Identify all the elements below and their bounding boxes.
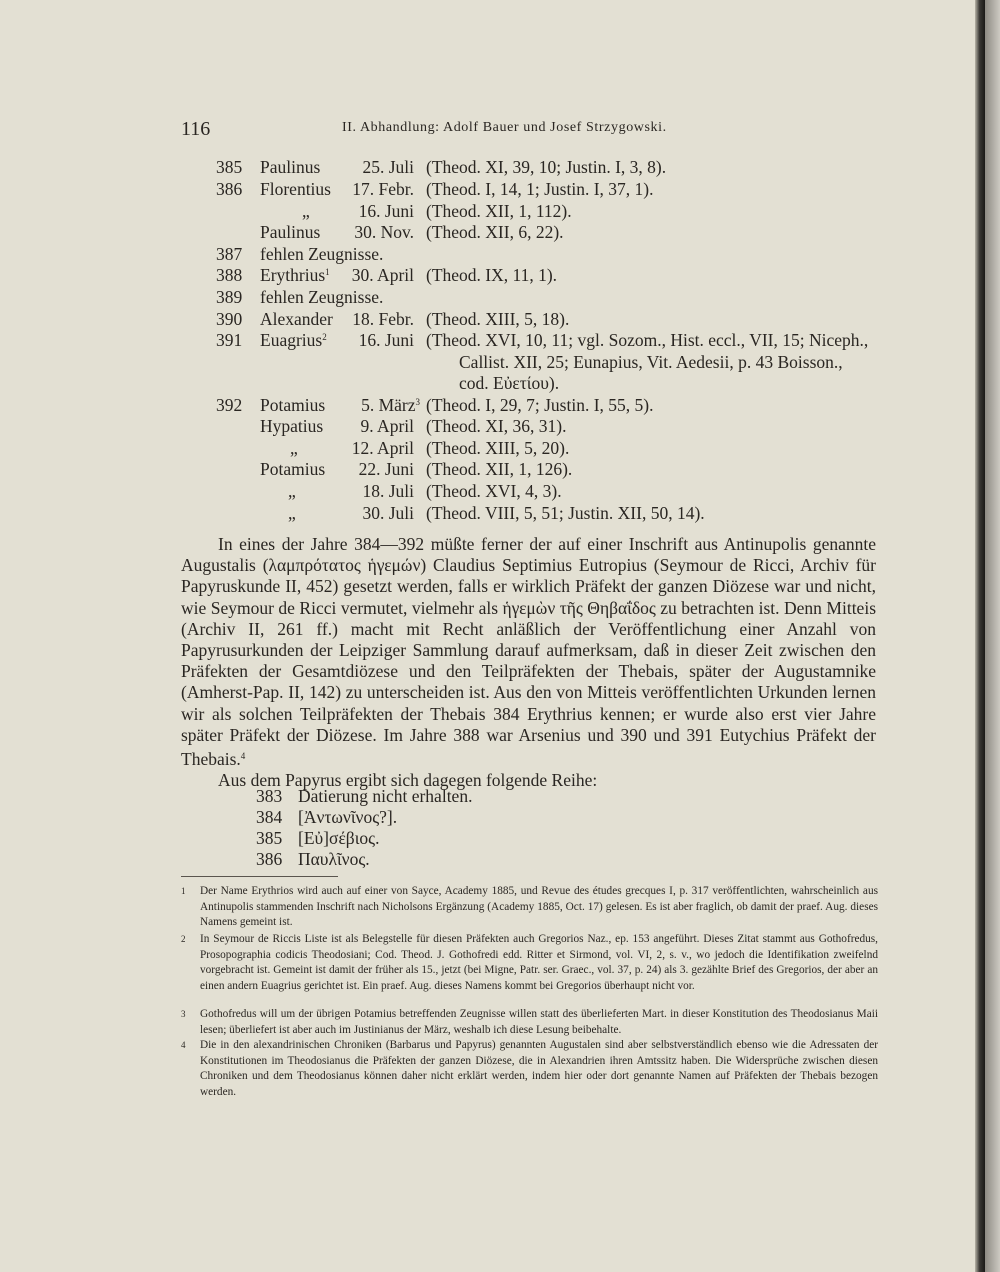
date: 9. April: [360, 416, 414, 436]
year: 387: [216, 244, 243, 264]
list-item: [0, 416, 975, 438]
year: 384: [256, 807, 283, 827]
footnote-text: Der Name Erythrios wird auch auf einer von Sayce, Academy 1885, und Revue des études grecques I, p. 317 veröffentlichten, wahrscheinlich aus Antinupolis stammenden Inschrift nach Nicholsons Ergänzung (Academy 1885, Oct. 17) gelesen. Es ist aber fraglich, ob damit der praef. Aug. dieses Namens gemeint ist.: [200, 885, 878, 928]
prefect-name: Datierung nicht erhalten.: [298, 786, 473, 806]
source-citation: (Theod. XIII, 5, 18).: [426, 309, 570, 329]
list-item: [0, 244, 975, 266]
prefect-name: Paulinus: [260, 157, 321, 177]
date: 30. Juli: [362, 503, 414, 523]
footnote-text: Die in den alexandrinischen Chroniken (Barbarus und Papyrus) genannten Augustalen sind aber selbstverständlich ebenso wie die Adressaten der Konstitutionen im Theodosianus die Präfekten der ganzen Diözese, die in Alexandrien ihren Amtssitz haben. Die Widersprüche zwischen diesen Chroniken und dem Theodosianus können daher nicht erklärt werden, indem hier oder dort genannte Namen auf Präfekten der Thebais bezogen werden.: [200, 1039, 878, 1098]
year: 391: [216, 330, 243, 350]
book-edge-shadow: [975, 0, 985, 1272]
page-number: 116: [181, 118, 211, 140]
date: 5. März$^3$: [361, 395, 420, 415]
source-citation-continued: cod. Εὐετίου).: [459, 373, 560, 393]
year: 385: [216, 157, 243, 177]
list-item: [0, 179, 975, 201]
scan-margin: [985, 0, 1000, 1272]
footnote-ref: 2: [322, 332, 327, 342]
footnote-ref: 1: [325, 267, 330, 277]
paragraph: Aus dem Papyrus ergibt sich dagegen folgende Reihe:: [218, 770, 598, 791]
ditto-mark: „: [288, 481, 296, 501]
prefect-name: [Ἀντωνῖνος?].: [298, 807, 398, 827]
source-citation: (Theod. XII, 1, 126).: [426, 459, 573, 479]
prefect-name: fehlen Zeugnisse.: [260, 287, 384, 307]
list-item: [0, 157, 975, 179]
footnote: [181, 1038, 878, 1100]
source-citation: (Theod. XIII, 5, 20).: [426, 438, 570, 458]
footnote-ref: 3: [415, 397, 420, 407]
year: 386: [256, 849, 283, 869]
footnote: [181, 932, 878, 994]
footnote-mark: 3: [181, 1009, 186, 1019]
date: 25. Juli: [362, 157, 414, 177]
footnote: [181, 884, 878, 931]
list-item: [0, 265, 975, 287]
prefect-name: fehlen Zeugnisse.: [260, 244, 384, 264]
source-citation: (Theod. XVI, 4, 3).: [426, 481, 562, 501]
source-citation: (Theod. XII, 1, 112).: [426, 201, 572, 221]
footnote: [181, 1007, 878, 1038]
list-item: [0, 481, 975, 503]
list-item: [0, 201, 975, 223]
date: 16. Juni: [358, 201, 414, 221]
ditto-mark: „: [290, 438, 298, 458]
source-citation-continued: Callist. XII, 25; Eunapius, Vit. Aedesii, p. 43 Boisson.,: [459, 352, 843, 372]
prefect-name: Potamius: [260, 459, 326, 479]
date: 18. Juli: [362, 481, 414, 501]
year: 388: [216, 265, 243, 285]
footnote-text: In Seymour de Riccis Liste ist als Belegstelle für diesen Präfekten auch Gregorios Naz., ep. 153 angeführt. Dieses Zitat stammt aus Gothofredus, Prosopographia codicis Theodosiani; Cod. Theod. J. Gothofredi edd. Ritter et Sirmond, vol. VI, 2, s. v., wo jedoch die Identifikation zweifelnd vorgebracht ist. Gemeint ist damit der früher als 15., jetzt (bei Migne, Patr. ser. Graec., vol. 37, p. 24) als 3. gezählte Brief des Gregorios, der aber an einen andern Euagrius gerichtet ist. Ein praef. Aug. dieses Namens kommt bei Gregorios überhaupt nicht vor.: [200, 933, 878, 992]
footnote-ref: 4: [240, 751, 246, 762]
list-item: [0, 287, 975, 309]
paragraph: In eines der Jahre 384—392 müßte ferner der auf einer Inschrift aus Antinupolis genannte Augustalis (λαμπρότατος ἡγεμών) Claudius Septimius Eutropius (Seymour de Ricci, Archiv für Papyruskunde II, 452) gesetzt werden, falls er wirklich Präfekt der ganzen Diözese war und nicht, wie Seymour de Ricci vermutet, vielmehr als ἡγεμὼν τῆς Θηβαΐδος zu betrachten ist. Denn Mitteis (Archiv II, 261 ff.) macht mit Recht anläßlich der Veröffentlichung einer Anzahl von Papyrusurkunden der Leipziger Sammlung darauf aufmerksam, daß in dieser Zeit zwischen den Präfekten der Gesamtdiözese und den Teilpräfekten der Thebais, später der Augustamnike (Amherst-Pap. II, 142) zu unterscheiden ist. Aus den von Mitteis veröffentlichten Urkunden lernen wir als solchen Teilpräfekten der Thebais 384 Erythrius kennen; er wurde also erst vier Jahre später Präfekt der Diözese. Im Jahre 388 war Arsenius und 390 und 391 Eutychius Präfekt der Thebais.$^4$: [181, 534, 876, 770]
prefect-name: Paulinus: [260, 222, 321, 242]
prefect-name: Florentius: [260, 179, 331, 199]
source-citation: (Theod. IX, 11, 1).: [426, 265, 558, 285]
ditto-mark: „: [302, 201, 310, 221]
list-item: [0, 503, 975, 525]
footnote-mark: 2: [181, 934, 186, 944]
running-title: II. Abhandlung: Adolf Bauer und Josef Strzygowski.: [342, 120, 667, 135]
date: 17. Febr.: [352, 179, 414, 199]
date: 30. April: [351, 265, 414, 285]
footnote-mark: 4: [181, 1040, 186, 1050]
date: 22. Juni: [358, 459, 414, 479]
year: 385: [256, 828, 283, 848]
source-citation: (Theod. XVI, 10, 11; vgl. Sozom., Hist. eccl., VII, 15; Niceph.,: [426, 330, 869, 350]
year: 383: [256, 786, 283, 806]
date: 16. Juni: [358, 330, 414, 350]
source-citation: (Theod. VIII, 5, 51; Justin. XII, 50, 14).: [426, 503, 705, 523]
source-citation: (Theod. I, 14, 1; Justin. I, 37, 1).: [426, 179, 654, 199]
source-citation: (Theod. I, 29, 7; Justin. I, 55, 5).: [426, 395, 654, 415]
footnote-divider: [181, 876, 338, 877]
ditto-mark: „: [288, 503, 296, 523]
source-citation: (Theod. XI, 39, 10; Justin. I, 3, 8).: [426, 157, 667, 177]
year: 392: [216, 395, 243, 415]
year: 389: [216, 287, 243, 307]
list-item: [0, 330, 975, 352]
list-item: [0, 222, 975, 244]
prefect-name: [Εὐ]σέβιος.: [298, 828, 380, 848]
footnote-mark: 1: [181, 886, 186, 896]
prefect-name: Alexander: [260, 309, 333, 329]
prefect-name: Potamius: [260, 395, 326, 415]
body-text: [181, 534, 876, 791]
list-item: [0, 309, 975, 331]
prefect-name: Παυλῖνος.: [298, 849, 370, 869]
list-item: [0, 395, 975, 417]
list-item: [0, 459, 975, 481]
source-citation: (Theod. XII, 6, 22).: [426, 222, 564, 242]
prefect-name: Hypatius: [260, 416, 324, 436]
footnote-text: Gothofredus will um der übrigen Potamius betreffenden Zeugnisse willen statt des überlieferten Mart. in dieser Konstitution des Theodosianus Maii lesen; überliefert ist aber auch im Justinianus der März, weshalb ich diese Lesung beibehalte.: [200, 1008, 878, 1036]
year: 390: [216, 309, 243, 329]
date: 30. Nov.: [354, 222, 414, 242]
source-citation: (Theod. XI, 36, 31).: [426, 416, 567, 436]
list-item: [0, 438, 975, 460]
prefect-name: Euagrius$^2$: [260, 330, 327, 350]
year: 386: [216, 179, 243, 199]
date: 18. Febr.: [352, 309, 414, 329]
date: 12. April: [351, 438, 414, 458]
prefect-name: Erythrius$^1$: [260, 265, 330, 285]
